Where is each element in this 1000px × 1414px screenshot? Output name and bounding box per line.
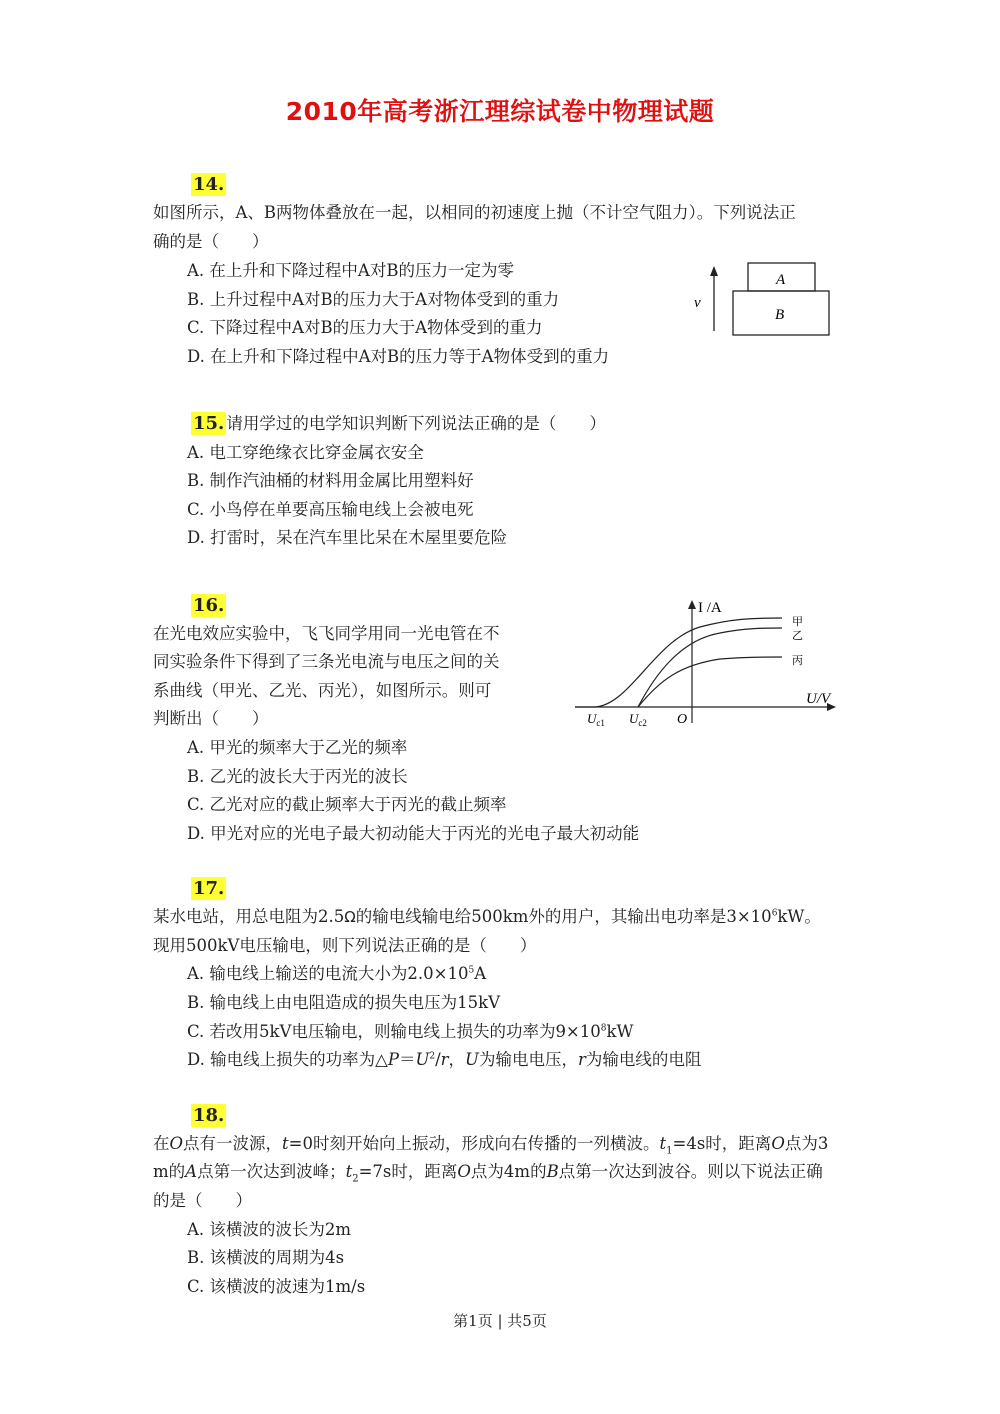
question-15-number: 15. — [193, 413, 225, 434]
stacked-blocks-figure — [680, 255, 840, 345]
question-16-option-b: B. 乙光的波长大于丙光的波长 — [187, 767, 408, 786]
question-16-option-a: A. 甲光的频率大于乙光的频率 — [187, 738, 408, 757]
question-14-option-a: A. 在上升和下降过程中A对B的压力一定为零 — [187, 261, 514, 280]
question-14-stem-line2: 确的是（ ） — [153, 232, 269, 251]
page-footer: 第1页 | 共5页 — [453, 1312, 547, 1330]
question-16-number: 16. — [193, 595, 225, 616]
question-17-stem-line1: 某水电站，用总电阻为2.5Ω的输电线输电给500km外的用户，其输出电功率是$3\times 10^6kW$。 — [153, 907, 821, 926]
question-18-stem-line2: m的A点第一次达到波峰；$t_2=7s$时，距离O点为4m的B点第一次达到波谷。则以下说法正确 — [153, 1162, 823, 1185]
velocity-label: v — [694, 295, 701, 311]
block-b-label: B — [775, 307, 785, 323]
question-15-option-d: D. 打雷时，呆在汽车里比呆在木屋里要危险 — [187, 528, 508, 547]
question-16-option-c: C. 乙光对应的截止频率大于丙光的截止频率 — [187, 795, 507, 814]
question-14-number: 14. — [193, 174, 225, 195]
question-15-option-b: B. 制作汽油桶的材料用金属比用塑料好 — [187, 471, 474, 490]
question-16-option-d: D. 甲光对应的光电子最大初动能大于丙光的光电子最大初动能 — [187, 824, 640, 843]
question-15-stem: 15. 请用学过的电学知识判断下列说法正确的是（ ） — [193, 413, 606, 434]
question-18-stem-line3: 的是（ ） — [153, 1191, 252, 1210]
block-a-label: A — [776, 272, 786, 288]
question-15-option-c: C. 小鸟停在单要高压输电线上会被电死 — [187, 500, 474, 519]
question-17-option-a: A. 输电线上输送的电流大小为$2.0\times 10^5A$ — [187, 964, 487, 983]
question-16-stem-line2: 同实验条件下得到了三条光电流与电压之间的关 — [153, 652, 500, 671]
curve-yi — [638, 628, 782, 707]
question-14-stem-line1: 如图所示，A、B两物体叠放在一起，以相同的初速度上抛（不计空气阻力）。下列说法正 — [153, 203, 796, 222]
uc1-label: $U_{c1}$ — [587, 711, 605, 728]
question-16-stem-line3: 系曲线（甲光、乙光、丙光），如图所示。则可 — [153, 681, 492, 700]
question-14-option-c: C. 下降过程中A对B的压力大于A物体受到的重力 — [187, 318, 543, 337]
curve-bing — [638, 657, 782, 707]
question-17-option-c: C. 若改用5kV电压输电，则输电线上损失的功率为$9\times 10^8kW$ — [187, 1022, 634, 1041]
question-18-number: 18. — [193, 1105, 225, 1126]
curve-jia — [575, 618, 782, 707]
question-17-stem-line2: 现用500kV电压输电，则下列说法正确的是（ ） — [153, 936, 537, 955]
question-16-stem-line1: 在光电效应实验中，飞飞同学用同一光电管在不 — [153, 624, 500, 643]
question-18-stem-line1: 在O点有一波源，t=0时刻开始向上振动，形成向右传播的一列横波。$t_1=4s$时，距离O点为3 — [153, 1134, 829, 1157]
photoelectric-iv-graph — [570, 595, 840, 735]
question-17-option-b: B. 输电线上由电阻造成的损失电压为15kV — [187, 993, 501, 1012]
origin-label: O — [677, 712, 688, 727]
question-16-stem-line4: 判断出（ ） — [153, 709, 269, 728]
page-title: 2010年高考浙江理综试卷中物理试题 — [285, 97, 715, 126]
question-14-option-d: D. 在上升和下降过程中A对B的压力等于A物体受到的重力 — [187, 347, 610, 366]
x-axis-label: U/V — [806, 691, 831, 707]
uc2-label: $U_{c2}$ — [629, 711, 647, 728]
curve-jia-label: 甲 — [792, 615, 803, 628]
curve-yi-label: 乙 — [792, 629, 803, 642]
question-18-option-c: C. 该横波的波速为1m/s — [187, 1277, 366, 1296]
question-17-number: 17. — [193, 878, 225, 899]
y-axis-arrowhead — [688, 600, 696, 609]
question-18-option-b: B. 该横波的周期为4s — [187, 1248, 345, 1267]
question-18-option-a: A. 该横波的波长为2m — [187, 1220, 352, 1239]
y-axis-label: I /A — [698, 600, 722, 616]
curve-bing-label: 丙 — [792, 654, 803, 667]
question-15-option-a: A. 电工穿绝缘衣比穿金属衣安全 — [187, 443, 424, 462]
velocity-arrowhead — [710, 266, 718, 276]
question-14-option-b: B. 上升过程中A对B的压力大于A对物体受到的重力 — [187, 290, 560, 309]
question-17-option-d: D. 输电线上损失的功率为$\triangle P=U^2/r$，U为输电电压，r为输电线的电阻 — [187, 1050, 702, 1069]
